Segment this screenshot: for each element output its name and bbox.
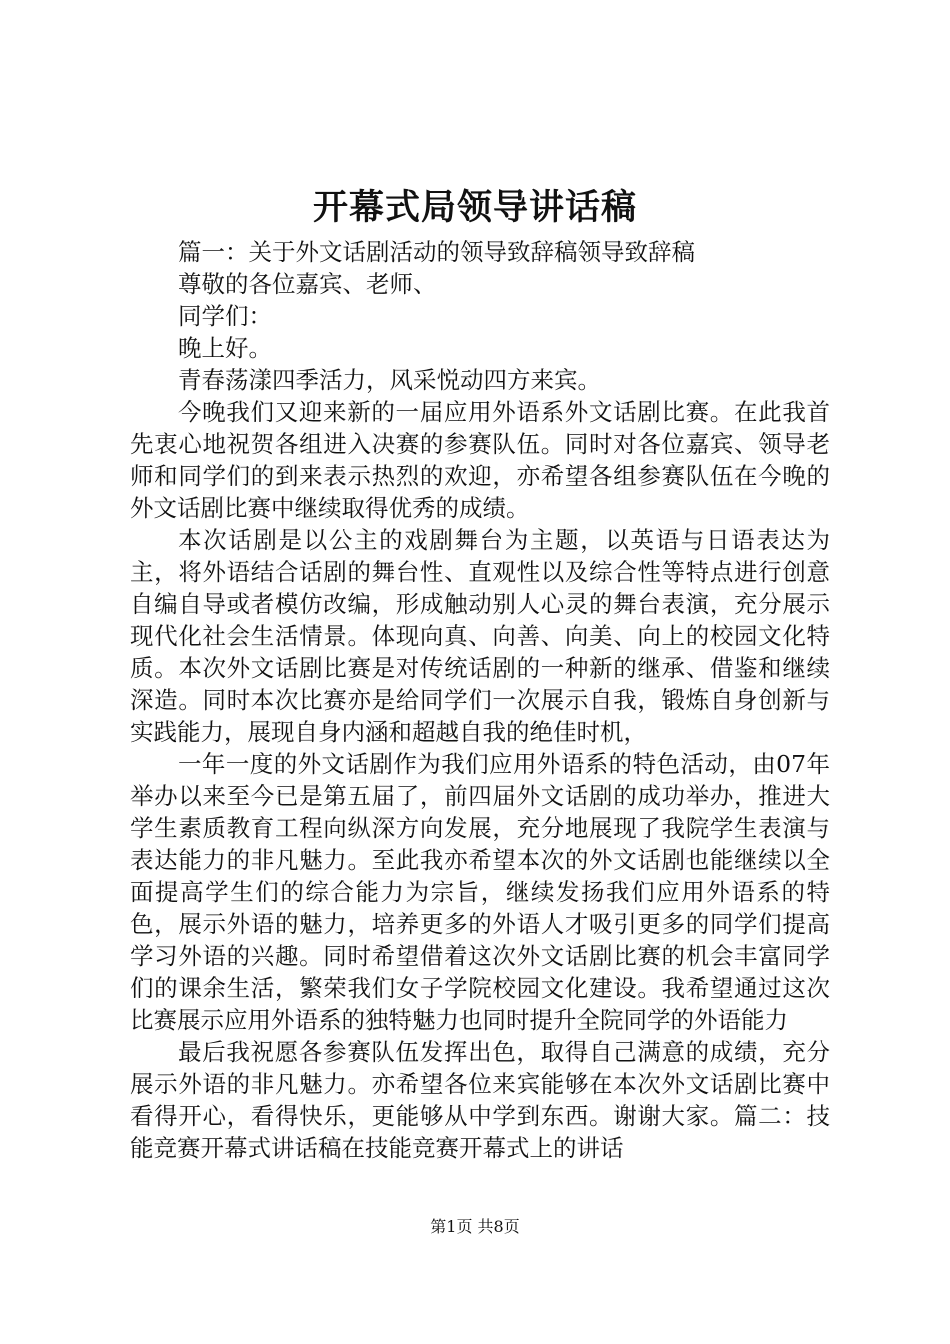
page-number-footer: 第1页 共8页	[430, 1217, 520, 1236]
paragraph: 同学们：	[178, 302, 272, 330]
paragraph: 晚上好。	[178, 334, 272, 362]
paragraph: 青春荡漾四季活力，风采悦动四方来宾。	[178, 366, 601, 394]
document-body	[130, 236, 830, 1164]
paragraph: 最后我祝愿各参赛队伍发挥出色，取得自己满意的成绩，充分展示外语的非凡魅力。亦希望各位来宾能够在本次外文话剧比赛中看得开心，看得快乐，更能够从中学到东西。谢谢大家。篇二：技能竞赛开幕式讲话稿在技能竞赛开幕式上的讲话	[130, 1038, 830, 1162]
paragraph: 尊敬的各位嘉宾、老师、	[178, 270, 437, 298]
paragraph: 一年一度的外文话剧作为我们应用外语系的特色活动，由07年举办以来至今已是第五届了，前四届外文话剧的成功举办，推进大学生素质教育工程向纵深方向发展，充分地展现了我院学生表演与表达能力的非凡魅力。至此我亦希望本次的外文话剧也能继续以全面提高学生们的综合能力为宗旨，继续发扬我们应用外语系的特色，展示外语的魅力，培养更多的外语人才吸引更多的同学们提高学习外语的兴趣。同时希望借着这次外文话剧比赛的机会丰富同学们的课余生活，繁荣我们女子学院校园文化建设。我希望通过这次比赛展示应用外语系的独特魅力也同时提升全院同学的外语能力	[130, 750, 830, 1034]
paragraph: 今晚我们又迎来新的一届应用外语系外文话剧比赛。在此我首先衷心地祝贺各组进入决赛的参赛队伍。同时对各位嘉宾、领导老师和同学们的到来表示热烈的欢迎，亦希望各组参赛队伍在今晚的外文话剧比赛中继续取得优秀的成绩。	[130, 398, 830, 522]
paragraph: 篇一：关于外文话剧活动的领导致辞稿领导致辞稿	[178, 238, 695, 266]
paragraph: 本次话剧是以公主的戏剧舞台为主题，以英语与日语表达为主，将外语结合话剧的舞台性、直观性以及综合性等特点进行创意自编自导或者模仿改编，形成触动别人心灵的舞台表演，充分展示现代化社会生活情景。体现向真、向善、向美、向上的校园文化特质。本次外文话剧比赛是对传统话剧的一种新的继承、借鉴和继续深造。同时本次比赛亦是给同学们一次展示自我，锻炼自身创新与实践能力，展现自身内涵和超越自我的绝佳时机，	[130, 526, 830, 746]
document-title: 开幕式局领导讲话稿	[312, 187, 637, 228]
